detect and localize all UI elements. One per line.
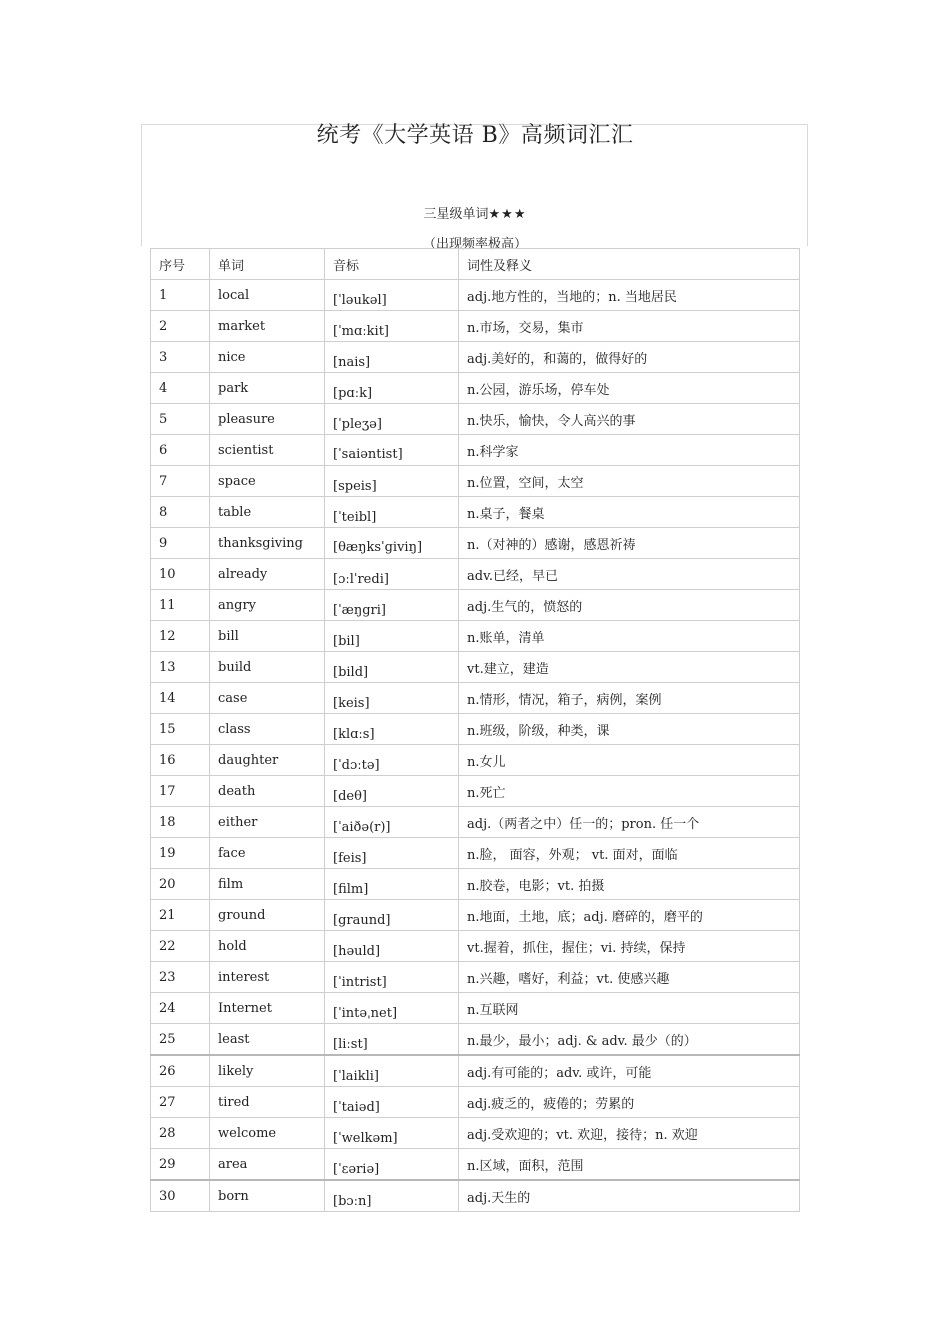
number-cell: 21	[151, 900, 210, 931]
number-cell: 5	[151, 404, 210, 435]
table-row	[151, 280, 800, 311]
phonetic-text: [ˈεəriə]	[333, 1161, 380, 1177]
phonetic-cell	[325, 435, 459, 466]
table-row	[151, 1180, 800, 1212]
definition-cell: n.位置，空间，太空	[459, 466, 800, 497]
number-cell: 2	[151, 311, 210, 342]
phonetic-text: [ˈpleʒə]	[333, 416, 382, 432]
table-row	[151, 559, 800, 590]
word-cell: Internet	[210, 993, 325, 1024]
table-row	[151, 869, 800, 900]
phonetic-text: [ˈintəˌnet]	[333, 1005, 398, 1021]
table-row	[151, 590, 800, 621]
table-row	[151, 652, 800, 683]
number-cell: 8	[151, 497, 210, 528]
definition-cell: n.账单，清单	[459, 621, 800, 652]
phonetic-cell	[325, 373, 459, 404]
word-cell: least	[210, 1024, 325, 1056]
column-header-word: 单词	[210, 249, 325, 280]
definition-cell: n.兴趣，嗜好，利益；vt. 使感兴趣	[459, 962, 800, 993]
definition-cell: n.科学家	[459, 435, 800, 466]
table-row	[151, 776, 800, 807]
definition-cell: adj.疲乏的，疲倦的；劳累的	[459, 1087, 800, 1118]
number-cell: 19	[151, 838, 210, 869]
definition-cell: n.最少，最小；adj. & adv. 最少（的）	[459, 1024, 800, 1056]
table-row	[151, 931, 800, 962]
phonetic-cell	[325, 311, 459, 342]
phonetic-text: [ɔːlˈredi]	[333, 571, 389, 587]
word-cell: market	[210, 311, 325, 342]
phonetic-text: [θæŋksˈgiviŋ]	[333, 539, 423, 555]
table-row	[151, 1024, 800, 1056]
word-cell: film	[210, 869, 325, 900]
table-row	[151, 342, 800, 373]
phonetic-cell	[325, 621, 459, 652]
definition-cell: n.公园，游乐场，停车处	[459, 373, 800, 404]
table-row	[151, 497, 800, 528]
phonetic-text: [bild]	[333, 664, 369, 680]
number-cell: 29	[151, 1149, 210, 1181]
number-cell: 27	[151, 1087, 210, 1118]
definition-cell: adj.天生的	[459, 1180, 800, 1212]
word-cell: bill	[210, 621, 325, 652]
table-body	[151, 280, 800, 1212]
phonetic-text: [həuld]	[333, 943, 381, 959]
definition-cell: adj.（两者之中）任一的；pron. 任一个	[459, 807, 800, 838]
level-heading	[0, 203, 950, 222]
level-stars: ★★★	[488, 207, 527, 222]
phonetic-cell	[325, 745, 459, 776]
phonetic-text: [ˈsaiəntist]	[333, 446, 403, 462]
definition-cell: vt.握着，抓住，握住；vi. 持续，保持	[459, 931, 800, 962]
document-title: 统考《大学英语 B》高频词汇汇	[316, 123, 634, 148]
number-cell: 13	[151, 652, 210, 683]
table-row	[151, 404, 800, 435]
phonetic-text: [keis]	[333, 695, 370, 711]
word-cell: welcome	[210, 1118, 325, 1149]
definition-cell: n.桌子，餐桌	[459, 497, 800, 528]
column-header-phonetic: 音标	[325, 249, 459, 280]
number-cell: 11	[151, 590, 210, 621]
word-cell: park	[210, 373, 325, 404]
number-cell: 26	[151, 1055, 210, 1087]
word-cell: angry	[210, 590, 325, 621]
table-row	[151, 993, 800, 1024]
word-cell: area	[210, 1149, 325, 1181]
table-header-row	[151, 249, 800, 280]
word-cell: either	[210, 807, 325, 838]
definition-cell: adj.地方性的，当地的；n. 当地居民	[459, 280, 800, 311]
table-row	[151, 1055, 800, 1087]
phonetic-text: [ˈteibl]	[333, 509, 377, 525]
phonetic-cell	[325, 1149, 459, 1181]
table-row	[151, 466, 800, 497]
number-cell: 20	[151, 869, 210, 900]
phonetic-text: [ˈæŋgri]	[333, 602, 387, 618]
number-cell: 14	[151, 683, 210, 714]
number-cell: 6	[151, 435, 210, 466]
table-row	[151, 435, 800, 466]
phonetic-text: [bil]	[333, 633, 360, 649]
phonetic-cell	[325, 869, 459, 900]
definition-cell: n.死亡	[459, 776, 800, 807]
number-cell: 28	[151, 1118, 210, 1149]
phonetic-text: [graund]	[333, 912, 391, 928]
phonetic-cell	[325, 1024, 459, 1056]
word-cell: ground	[210, 900, 325, 931]
word-cell: table	[210, 497, 325, 528]
phonetic-cell	[325, 342, 459, 373]
column-header-definition: 词性及释义	[459, 249, 800, 280]
phonetic-cell	[325, 1180, 459, 1212]
phonetic-text: [ˈmɑːkit]	[333, 323, 390, 339]
phonetic-cell	[325, 807, 459, 838]
phonetic-cell	[325, 683, 459, 714]
table-row	[151, 373, 800, 404]
definition-cell: adv.已经，早已	[459, 559, 800, 590]
definition-cell: adj.美好的，和蔼的，做得好的	[459, 342, 800, 373]
phonetic-text: [feis]	[333, 850, 367, 866]
level-label: 三星级单词	[423, 207, 489, 222]
number-cell: 25	[151, 1024, 210, 1056]
phonetic-text: [bɔːn]	[333, 1193, 372, 1209]
phonetic-cell	[325, 900, 459, 931]
phonetic-text: [film]	[333, 881, 369, 897]
phonetic-cell	[325, 497, 459, 528]
word-cell: hold	[210, 931, 325, 962]
table-row	[151, 1118, 800, 1149]
phonetic-cell	[325, 993, 459, 1024]
number-cell: 7	[151, 466, 210, 497]
phonetic-cell	[325, 1087, 459, 1118]
number-cell: 22	[151, 931, 210, 962]
phonetic-cell	[325, 590, 459, 621]
definition-cell: n.互联网	[459, 993, 800, 1024]
definition-cell: vt.建立，建造	[459, 652, 800, 683]
definition-cell: n.快乐，愉快，令人高兴的事	[459, 404, 800, 435]
definition-cell: n.地面，土地，底；adj. 磨碎的，磨平的	[459, 900, 800, 931]
word-cell: likely	[210, 1055, 325, 1087]
table-row	[151, 683, 800, 714]
phonetic-text: [liːst]	[333, 1036, 368, 1052]
number-cell: 3	[151, 342, 210, 373]
phonetic-cell	[325, 1118, 459, 1149]
phonetic-text: [nais]	[333, 354, 371, 370]
definition-cell: n.区域，面积，范围	[459, 1149, 800, 1181]
word-cell: born	[210, 1180, 325, 1212]
word-cell: daughter	[210, 745, 325, 776]
phonetic-text: [speis]	[333, 478, 377, 494]
definition-cell: adj.有可能的；adv. 或许，可能	[459, 1055, 800, 1087]
phonetic-cell	[325, 404, 459, 435]
table-row	[151, 528, 800, 559]
table-row	[151, 745, 800, 776]
definition-cell: n.胶卷，电影；vt. 拍摄	[459, 869, 800, 900]
definition-cell: n.情形，情况，箱子，病例，案例	[459, 683, 800, 714]
number-cell: 18	[151, 807, 210, 838]
table-row	[151, 1149, 800, 1181]
phonetic-text: [ˈwelkəm]	[333, 1130, 398, 1146]
column-header-number: 序号	[151, 249, 210, 280]
word-cell: interest	[210, 962, 325, 993]
number-cell: 1	[151, 280, 210, 311]
phonetic-cell	[325, 838, 459, 869]
number-cell: 9	[151, 528, 210, 559]
phonetic-text: [klɑːs]	[333, 726, 375, 742]
phonetic-text: [ˈaiðə(r)]	[333, 819, 391, 835]
number-cell: 17	[151, 776, 210, 807]
number-cell: 12	[151, 621, 210, 652]
table-row	[151, 807, 800, 838]
table-row	[151, 714, 800, 745]
phonetic-cell	[325, 280, 459, 311]
definition-cell: n.市场，交易，集市	[459, 311, 800, 342]
phonetic-text: [ˈləukəl]	[333, 292, 387, 308]
number-cell: 23	[151, 962, 210, 993]
phonetic-text: [ˈtaiəd]	[333, 1099, 380, 1115]
word-cell: nice	[210, 342, 325, 373]
phonetic-cell	[325, 714, 459, 745]
table-row	[151, 900, 800, 931]
phonetic-text: [ˈintrist]	[333, 974, 387, 990]
table-row	[151, 962, 800, 993]
phonetic-cell	[325, 466, 459, 497]
phonetic-text: [pɑːk]	[333, 385, 373, 401]
number-cell: 10	[151, 559, 210, 590]
number-cell: 16	[151, 745, 210, 776]
phonetic-cell	[325, 962, 459, 993]
number-cell: 24	[151, 993, 210, 1024]
word-cell: case	[210, 683, 325, 714]
phonetic-cell	[325, 559, 459, 590]
number-cell: 4	[151, 373, 210, 404]
definition-cell: n.班级，阶级，种类，课	[459, 714, 800, 745]
table-row	[151, 311, 800, 342]
table-row	[151, 621, 800, 652]
word-cell: thanksgiving	[210, 528, 325, 559]
word-cell: scientist	[210, 435, 325, 466]
phonetic-text: [ˈdɔːtə]	[333, 757, 380, 773]
definition-cell: n.脸， 面容，外观； vt. 面对，面临	[459, 838, 800, 869]
phonetic-cell	[325, 776, 459, 807]
number-cell: 30	[151, 1180, 210, 1212]
phonetic-cell	[325, 931, 459, 962]
definition-cell: n.（对神的）感谢，感恩祈祷	[459, 528, 800, 559]
word-cell: space	[210, 466, 325, 497]
word-cell: class	[210, 714, 325, 745]
word-cell: local	[210, 280, 325, 311]
word-cell: build	[210, 652, 325, 683]
definition-cell: adj.生气的，愤怒的	[459, 590, 800, 621]
phonetic-text: [ˈlaikli]	[333, 1068, 379, 1084]
phonetic-text: [deθ]	[333, 788, 367, 804]
definition-cell: adj.受欢迎的；vt. 欢迎，接待；n. 欢迎	[459, 1118, 800, 1149]
phonetic-cell	[325, 528, 459, 559]
phonetic-cell	[325, 652, 459, 683]
table-row	[151, 1087, 800, 1118]
word-cell: already	[210, 559, 325, 590]
table-row	[151, 838, 800, 869]
word-cell: death	[210, 776, 325, 807]
phonetic-cell	[325, 1055, 459, 1087]
word-cell: face	[210, 838, 325, 869]
word-cell: pleasure	[210, 404, 325, 435]
word-cell: tired	[210, 1087, 325, 1118]
frequency-note: （出现频率极高）	[422, 237, 527, 252]
vocabulary-table	[150, 248, 800, 1212]
definition-cell: n.女儿	[459, 745, 800, 776]
number-cell: 15	[151, 714, 210, 745]
